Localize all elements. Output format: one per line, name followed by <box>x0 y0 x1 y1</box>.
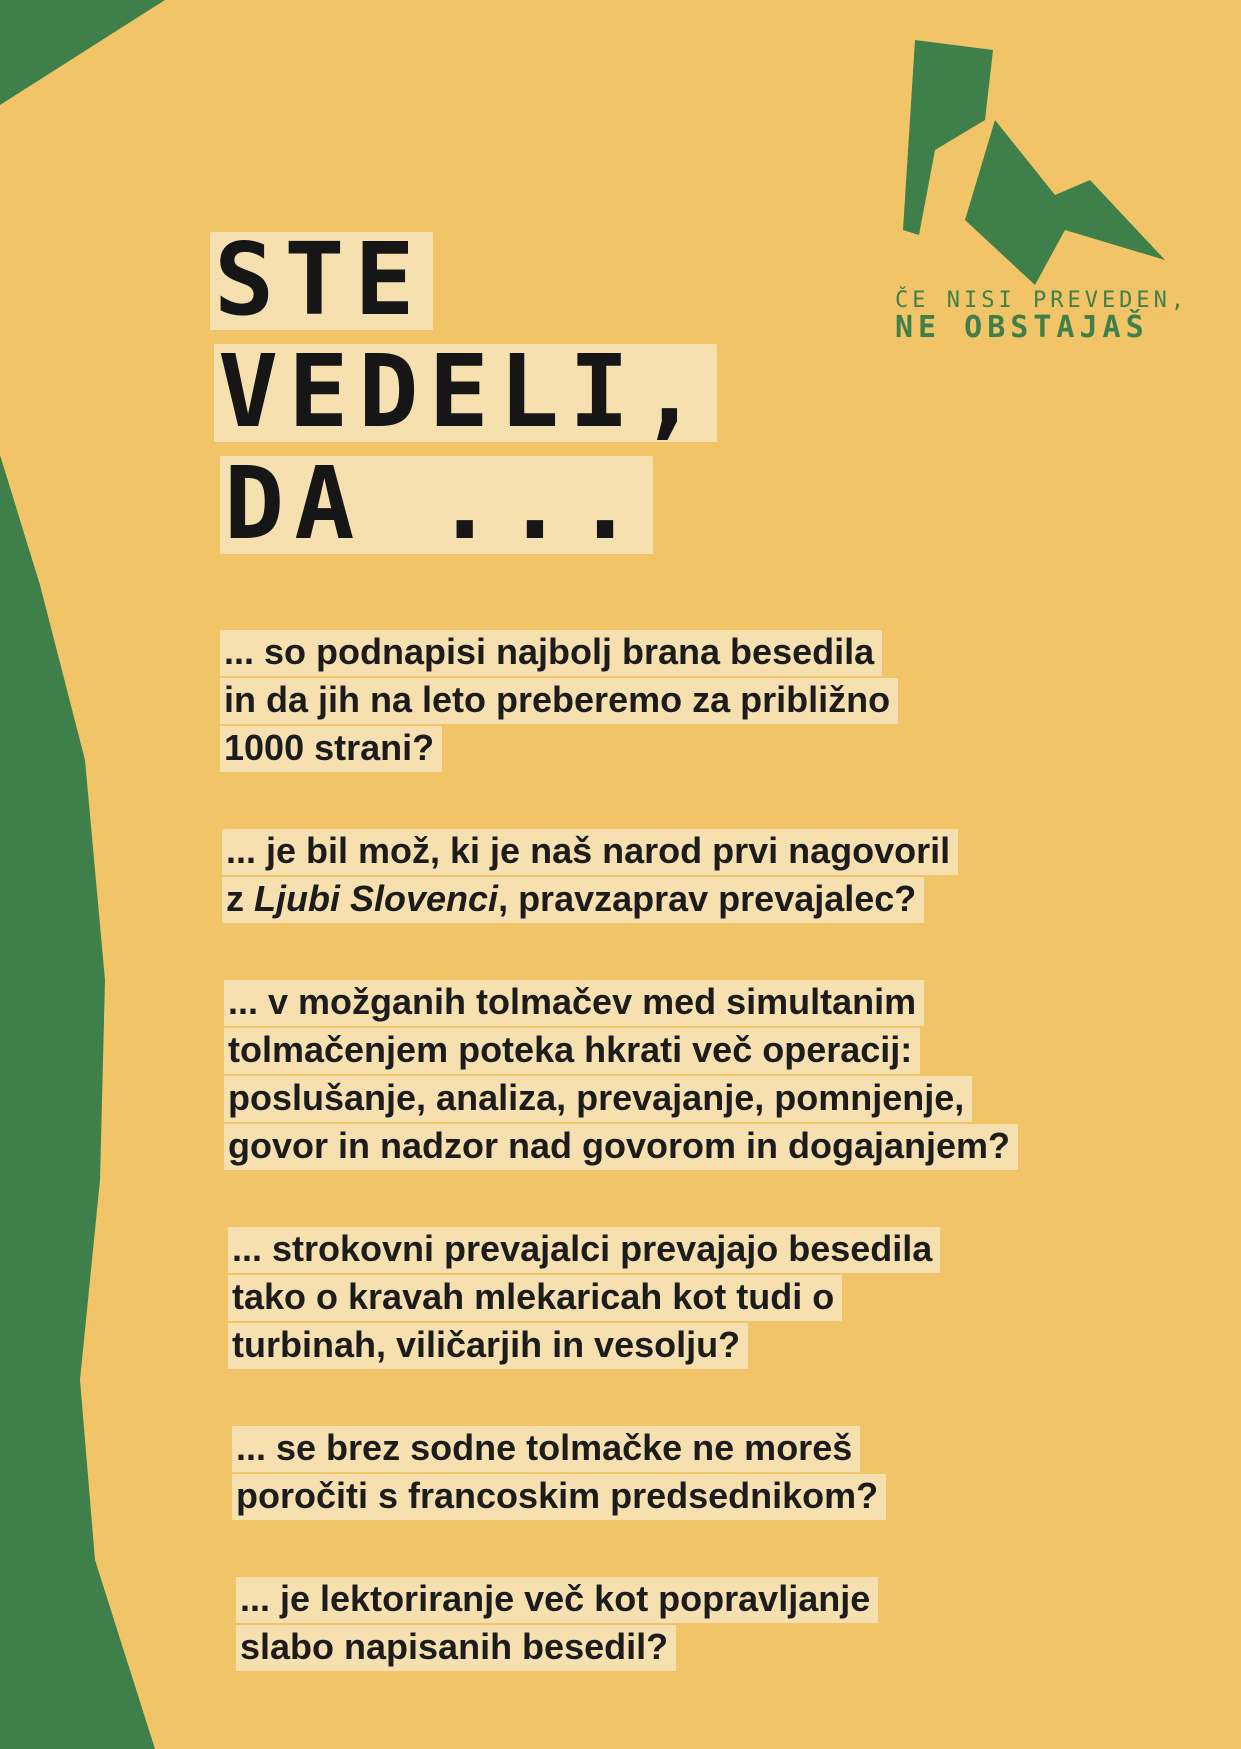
fact-line: tolmačenjem poteka hkrati več operacij: <box>224 1028 920 1074</box>
headline-line-2: VEDELI, <box>214 344 717 442</box>
fact-line: ... je bil mož, ki je naš narod prvi nagovoril <box>222 829 958 875</box>
fact-line: 1000 strani? <box>220 726 442 772</box>
fact-line: govor in nadzor nad govorom in dogajanjem? <box>224 1124 1018 1170</box>
fact-3 <box>224 980 1180 1170</box>
fact-1 <box>220 630 1180 772</box>
headline <box>210 221 717 568</box>
fact-line: slabo napisanih besedil? <box>236 1625 676 1671</box>
fact-6 <box>236 1577 1180 1671</box>
fact-5 <box>232 1426 1180 1520</box>
book-title: Ljubi Slovenci <box>254 878 499 919</box>
fact-line: z Ljubi Slovenci, pravzaprav prevajalec? <box>222 877 924 923</box>
fact-line: poročiti s francoskim predsednikom? <box>232 1474 886 1520</box>
fact-line: turbinah, viličarjih in vesolju? <box>228 1323 748 1369</box>
fact-line: in da jih na leto preberemo za približno <box>220 678 898 724</box>
fact-line: ... so podnapisi najbolj brana besedila <box>220 630 882 676</box>
fact-4 <box>228 1227 1180 1369</box>
fact-2 <box>222 829 1180 923</box>
facts-list <box>220 630 1180 1728</box>
fact-line: ... strokovni prevajalci prevajajo besedila <box>228 1227 940 1273</box>
fact-line: ... v možganih tolmačev med simultanim <box>224 980 924 1026</box>
fact-line: ... je lektoriranje več kot popravljanje <box>236 1577 878 1623</box>
left-ribbon-shape <box>0 455 155 1749</box>
logo-tagline-line1: ČE NISI PREVEDEN, <box>895 288 1189 313</box>
fact-line: ... se brez sodne tolmačke ne moreš <box>232 1426 860 1472</box>
logo-tagline-line2: NE OBSTAJAŠ <box>895 310 1149 345</box>
top-left-corner-shape <box>0 0 165 105</box>
headline-line-3: DA ... <box>220 456 653 554</box>
fact-line: tako o kravah mlekaricah kot tudi o <box>228 1275 842 1321</box>
headline-line-1: STE <box>210 232 433 330</box>
fact-line: poslušanje, analiza, prevajanje, pomnjenje, <box>224 1076 972 1122</box>
